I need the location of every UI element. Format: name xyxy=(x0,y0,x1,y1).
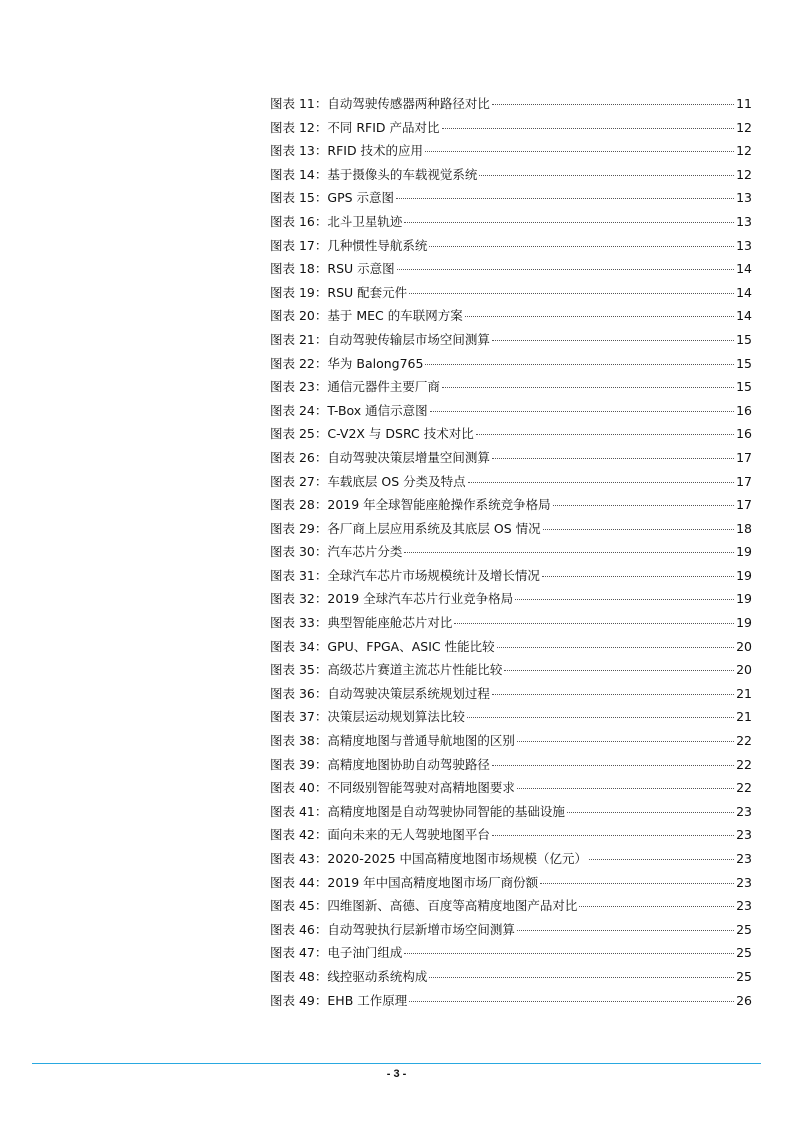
toc-entry-title: 2020-2025 中国高精度地图市场规模（亿元） xyxy=(327,851,587,866)
dot-leader xyxy=(442,387,734,388)
toc-entry-page: 14 xyxy=(736,308,752,324)
toc-entry-label: 图表 34： xyxy=(270,638,328,654)
toc-entry[interactable] xyxy=(270,589,752,613)
toc-entry-label: 图表 30： xyxy=(270,544,328,560)
toc-entry-page: 15 xyxy=(736,331,752,347)
toc-entry-title: RSU 示意图 xyxy=(327,261,395,277)
dot-leader xyxy=(430,411,734,412)
toc-entry-title: 几种惯性导航系统 xyxy=(327,237,428,253)
toc-entry-page: 14 xyxy=(736,261,752,277)
dot-leader xyxy=(404,953,734,954)
toc-entry-title: 自动驾驶执行层新增市场空间测算 xyxy=(327,921,515,937)
toc-entry-page: 25 xyxy=(736,921,752,937)
toc-entry-page: 15 xyxy=(736,355,752,371)
toc-entry-label: 图表 49： xyxy=(270,992,328,1008)
dot-leader xyxy=(515,599,734,600)
dot-leader xyxy=(492,458,734,459)
toc-entry-title: 高精度地图协助自动驾驶路径 xyxy=(327,756,490,772)
toc-entry-page: 12 xyxy=(736,166,752,182)
footer-divider xyxy=(32,1063,761,1064)
toc-entry-label: 图表 31： xyxy=(270,567,328,583)
toc-entry-label: 图表 44： xyxy=(270,874,328,890)
toc-entry-page: 22 xyxy=(736,756,752,772)
toc-entry[interactable] xyxy=(270,637,752,661)
toc-entry-title: GPU、FPGA、ASIC 性能比较 xyxy=(327,638,495,654)
toc-entry[interactable] xyxy=(270,330,752,354)
toc-entry-label: 图表 14： xyxy=(270,166,328,182)
toc-entry-label: 图表 46： xyxy=(270,921,328,937)
dot-leader xyxy=(479,175,734,176)
toc-entry[interactable] xyxy=(270,519,752,543)
toc-entry[interactable] xyxy=(270,188,752,212)
toc-entry-label: 图表 33： xyxy=(270,615,328,631)
toc-entry-title: 四维图新、高德、百度等高精度地图产品对比 xyxy=(327,898,578,914)
toc-entry-label: 图表 36： xyxy=(270,685,328,701)
dot-leader xyxy=(404,552,734,553)
toc-entry[interactable] xyxy=(270,873,752,897)
toc-entry-title: 面向未来的无人驾驶地图平台 xyxy=(327,827,490,843)
toc-entry-page: 16 xyxy=(736,426,752,442)
toc-entry-title: RSU 配套元件 xyxy=(327,284,408,300)
dot-leader xyxy=(567,812,734,813)
toc-entry-title: 决策层运动规划算法比较 xyxy=(327,709,465,725)
toc-entry-page: 16 xyxy=(736,402,752,418)
toc-entry-page: 25 xyxy=(736,968,752,984)
dot-leader xyxy=(492,340,734,341)
toc-entry-label: 图表 47： xyxy=(270,945,328,961)
toc-entry[interactable] xyxy=(270,825,752,849)
toc-entry-page: 12 xyxy=(736,119,752,135)
toc-entry-label: 图表 18： xyxy=(270,261,328,277)
dot-leader xyxy=(396,198,734,199)
toc-entry[interactable] xyxy=(270,472,752,496)
toc-entry-title: 高精度地图是自动驾驶协同智能的基础设施 xyxy=(327,803,565,819)
dot-leader xyxy=(517,788,734,789)
toc-entry-title: 自动驾驶决策层系统规划过程 xyxy=(327,685,490,701)
toc-entry-page: 14 xyxy=(736,284,752,300)
toc-entry[interactable] xyxy=(270,802,752,826)
toc-entry[interactable] xyxy=(270,495,752,519)
toc-entry-page: 17 xyxy=(736,473,752,489)
toc-entry[interactable] xyxy=(270,991,752,1015)
toc-entry-page: 20 xyxy=(736,662,752,678)
toc-entry-label: 图表 40： xyxy=(270,780,328,796)
toc-entry-label: 图表 24： xyxy=(270,402,328,418)
toc-entry-page: 13 xyxy=(736,213,752,229)
toc-entry[interactable] xyxy=(270,141,752,165)
dot-leader xyxy=(429,246,734,247)
toc-entry-label: 图表 23： xyxy=(270,379,328,395)
toc-entry-label: 图表 15： xyxy=(270,190,328,206)
toc-entry-title: 高精度地图与普通导航地图的区别 xyxy=(327,733,515,749)
toc-entry-page: 19 xyxy=(736,591,752,607)
toc-entry-page: 17 xyxy=(736,449,752,465)
page-number: - 3 - xyxy=(386,1068,407,1080)
toc-entry-title: RFID 技术的应用 xyxy=(327,143,424,159)
toc-entry[interactable] xyxy=(270,920,752,944)
toc-entry-page: 17 xyxy=(736,497,752,513)
toc-entry-title: GPS 示意图 xyxy=(327,190,395,206)
toc-entry[interactable] xyxy=(270,660,752,684)
toc-entry-label: 图表 16： xyxy=(270,213,328,229)
toc-entry[interactable] xyxy=(270,967,752,991)
dot-leader xyxy=(553,505,734,506)
toc-entry-title: 通信元器件主要厂商 xyxy=(327,379,440,395)
toc-entry-title: 典型智能座舱芯片对比 xyxy=(327,615,453,631)
toc-entry[interactable] xyxy=(270,849,752,873)
toc-entry-title: 自动驾驶传感器两种路径对比 xyxy=(327,96,490,111)
toc-entry-label: 图表 12： xyxy=(270,119,328,135)
toc-entry-label: 图表 11： xyxy=(270,96,328,111)
toc-entry-title: 2019 年中国高精度地图市场厂商份额 xyxy=(327,874,539,890)
toc-entry[interactable] xyxy=(270,118,752,142)
toc-entry[interactable] xyxy=(270,566,752,590)
toc-entry[interactable] xyxy=(270,613,752,637)
toc-entry[interactable] xyxy=(270,212,752,236)
toc-entry[interactable] xyxy=(270,896,752,920)
dot-leader xyxy=(517,930,734,931)
dot-leader xyxy=(543,529,734,530)
toc-entry-page: 23 xyxy=(736,851,752,866)
dot-leader xyxy=(465,316,734,317)
toc-entry-page: 23 xyxy=(736,874,752,890)
toc-entry[interactable] xyxy=(270,236,752,260)
toc-entry-page: 21 xyxy=(736,709,752,725)
toc-entry-page: 11 xyxy=(736,96,752,111)
toc-entry-title: 全球汽车芯片市场规模统计及增长情况 xyxy=(327,567,540,583)
dot-leader xyxy=(542,576,734,577)
toc-entry[interactable] xyxy=(270,377,752,401)
toc-entry-label: 图表 39： xyxy=(270,756,328,772)
toc-entry[interactable] xyxy=(270,731,752,755)
toc-entry-page: 22 xyxy=(736,733,752,749)
dot-leader xyxy=(468,482,734,483)
toc-entry-page: 21 xyxy=(736,685,752,701)
dot-leader xyxy=(425,364,734,365)
toc-entry-page: 23 xyxy=(736,803,752,819)
toc-entry-title: 自动驾驶决策层增量空间测算 xyxy=(327,449,490,465)
toc-entry-label: 图表 32： xyxy=(270,591,328,607)
toc-entry-page: 20 xyxy=(736,638,752,654)
toc-entry-title: 车载底层 OS 分类及特点 xyxy=(327,473,466,489)
figure-list xyxy=(270,94,752,1014)
dot-leader xyxy=(579,906,734,907)
dot-leader xyxy=(517,741,734,742)
toc-entry-label: 图表 22： xyxy=(270,355,328,371)
toc-entry-title: 2019 年全球智能座舱操作系统竞争格局 xyxy=(327,497,551,513)
toc-entry-label: 图表 38： xyxy=(270,733,328,749)
toc-entry-page: 12 xyxy=(736,143,752,159)
toc-entry[interactable] xyxy=(270,94,752,118)
toc-entry-title: 电子油门组成 xyxy=(327,945,403,961)
toc-entry[interactable] xyxy=(270,259,752,283)
toc-entry-label: 图表 25： xyxy=(270,426,328,442)
toc-entry-label: 图表 26： xyxy=(270,449,328,465)
toc-entry-title: 线控驱动系统构成 xyxy=(327,968,428,984)
toc-entry-page: 18 xyxy=(736,520,752,536)
dot-leader xyxy=(409,1001,734,1002)
toc-entry[interactable] xyxy=(270,401,752,425)
toc-entry[interactable] xyxy=(270,306,752,330)
toc-entry-label: 图表 43： xyxy=(270,851,328,866)
dot-leader xyxy=(467,717,734,718)
toc-entry[interactable] xyxy=(270,283,752,307)
toc-entry-title: 北斗卫星轨迹 xyxy=(327,213,403,229)
toc-entry-label: 图表 35： xyxy=(270,662,328,678)
dot-leader xyxy=(589,859,734,860)
toc-entry-label: 图表 37： xyxy=(270,709,328,725)
toc-entry-title: 各厂商上层应用系统及其底层 OS 情况 xyxy=(327,520,541,536)
dot-leader xyxy=(442,128,734,129)
toc-entry-label: 图表 17： xyxy=(270,237,328,253)
dot-leader xyxy=(409,293,734,294)
toc-entry-page: 25 xyxy=(736,945,752,961)
toc-entry-label: 图表 13： xyxy=(270,143,328,159)
dot-leader xyxy=(492,835,734,836)
toc-entry-page: 19 xyxy=(736,544,752,560)
dot-leader xyxy=(492,765,734,766)
toc-entry-label: 图表 19： xyxy=(270,284,328,300)
toc-entry-page: 26 xyxy=(736,992,752,1008)
toc-entry[interactable] xyxy=(270,684,752,708)
toc-entry-page: 15 xyxy=(736,379,752,395)
toc-entry-label: 图表 20： xyxy=(270,308,328,324)
toc-entry[interactable] xyxy=(270,943,752,967)
toc-entry-title: 自动驾驶传输层市场空间测算 xyxy=(327,331,490,347)
toc-entry-label: 图表 45： xyxy=(270,898,328,914)
toc-entry-label: 图表 28： xyxy=(270,497,328,513)
toc-entry-title: T-Box 通信示意图 xyxy=(327,402,428,418)
toc-entry[interactable] xyxy=(270,707,752,731)
toc-entry-title: 2019 全球汽车芯片行业竞争格局 xyxy=(327,591,514,607)
toc-entry[interactable] xyxy=(270,165,752,189)
dot-leader xyxy=(497,647,734,648)
toc-entry-page: 13 xyxy=(736,190,752,206)
toc-entry-label: 图表 42： xyxy=(270,827,328,843)
toc-entry-page: 22 xyxy=(736,780,752,796)
toc-entry-label: 图表 21： xyxy=(270,331,328,347)
toc-entry-page: 13 xyxy=(736,237,752,253)
dot-leader xyxy=(429,977,734,978)
toc-entry[interactable] xyxy=(270,778,752,802)
dot-leader xyxy=(454,623,734,624)
toc-entry-title: EHB 工作原理 xyxy=(327,992,408,1008)
dot-leader xyxy=(404,222,734,223)
toc-entry-page: 23 xyxy=(736,898,752,914)
dot-leader xyxy=(476,434,734,435)
toc-entry-title: 基于摄像头的车载视觉系统 xyxy=(327,166,478,182)
toc-entry-label: 图表 41： xyxy=(270,803,328,819)
dot-leader xyxy=(492,694,734,695)
toc-entry-title: 基于 MEC 的车联网方案 xyxy=(327,308,463,324)
toc-entry-title: 不同级别智能驾驶对高精地图要求 xyxy=(327,780,515,796)
toc-entry[interactable] xyxy=(270,354,752,378)
toc-entry[interactable] xyxy=(270,448,752,472)
toc-entry-page: 19 xyxy=(736,615,752,631)
toc-entry-title: 不同 RFID 产品对比 xyxy=(327,119,440,135)
toc-entry-title: 汽车芯片分类 xyxy=(327,544,403,560)
toc-entry-title: 华为 Balong765 xyxy=(327,355,424,371)
toc-entry-title: 高级芯片赛道主流芯片性能比较 xyxy=(327,662,503,678)
dot-leader xyxy=(504,670,734,671)
toc-entry-label: 图表 29： xyxy=(270,520,328,536)
dot-leader xyxy=(540,883,734,884)
toc-entry[interactable] xyxy=(270,542,752,566)
dot-leader xyxy=(397,269,734,270)
toc-entry-label: 图表 27： xyxy=(270,473,328,489)
toc-entry[interactable] xyxy=(270,424,752,448)
toc-entry-title: C-V2X 与 DSRC 技术对比 xyxy=(327,426,474,442)
toc-entry-page: 19 xyxy=(736,567,752,583)
toc-entry-label: 图表 48： xyxy=(270,968,328,984)
toc-entry-page: 23 xyxy=(736,827,752,843)
dot-leader xyxy=(425,151,734,152)
dot-leader xyxy=(492,104,734,105)
toc-entry[interactable] xyxy=(270,755,752,779)
